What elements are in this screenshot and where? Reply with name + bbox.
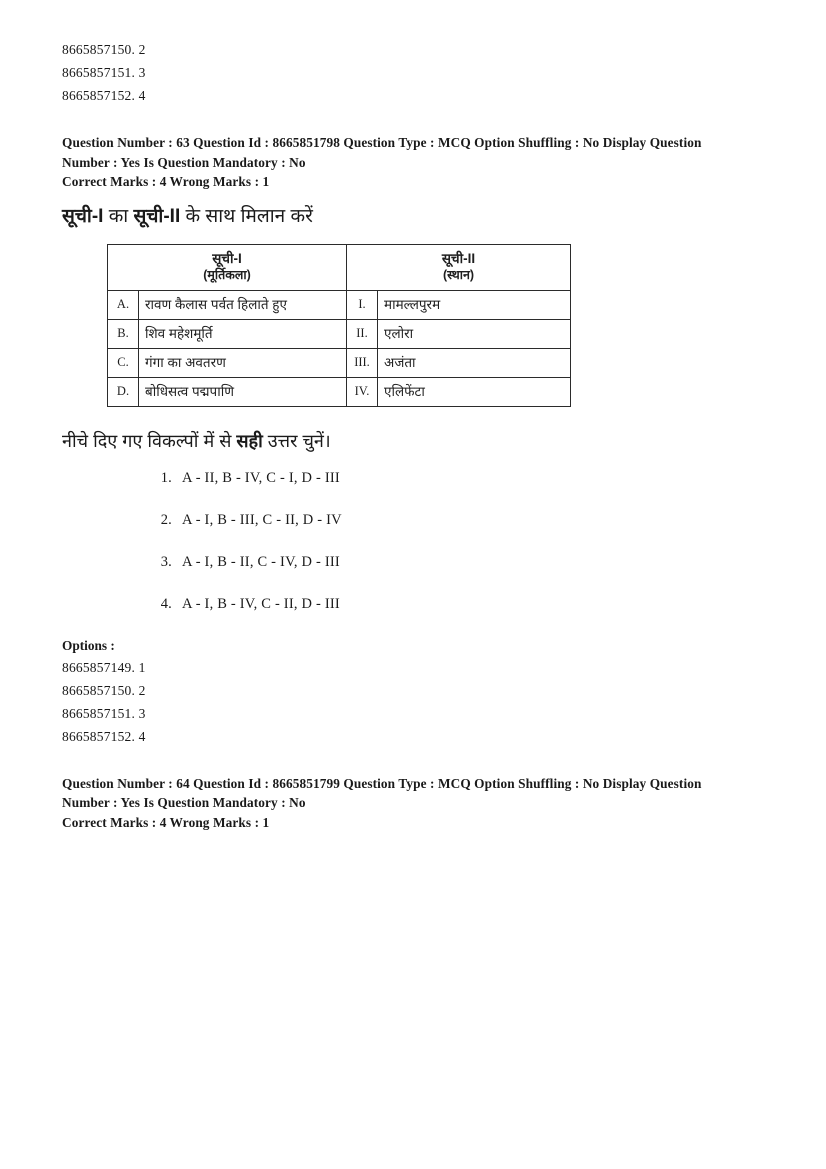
table-row <box>108 290 571 319</box>
question-63-prompt-bold-list-2: सूची-II <box>133 205 181 227</box>
choice-3-number: 3. <box>160 553 172 570</box>
header-right-subtitle: (स्थान) <box>442 267 475 282</box>
match-table-body <box>108 290 571 406</box>
option-id-line: 8665857150. 2 <box>62 682 146 698</box>
header-left-title: सूची-I <box>212 250 242 266</box>
table-row <box>108 377 571 406</box>
option-id-line: 8665857152. 4 <box>62 88 146 103</box>
options-label: Options : <box>62 637 115 653</box>
row-right-label: III. <box>347 348 378 377</box>
choice-1-number: 1. <box>160 469 172 486</box>
choice-3[interactable] <box>82 552 768 573</box>
page-content <box>62 38 768 832</box>
row-left-label: B. <box>108 319 139 348</box>
question-63-prompt-mid: का <box>103 205 134 227</box>
header-left-subtitle: (मूर्तिकला) <box>203 267 251 282</box>
previous-question-option-ids <box>62 38 768 107</box>
question-63-choices <box>82 468 768 615</box>
row-right-label: II. <box>347 319 378 348</box>
row-right-text: एलोरा <box>378 319 571 348</box>
choice-1-text: A - II, B - IV, C - I, D - III <box>182 469 340 486</box>
option-id-line: 8665857151. 3 <box>62 705 146 721</box>
match-table-header-left <box>108 244 347 290</box>
question-63-option-ids <box>62 656 768 748</box>
row-left-text: गंगा का अवतरण <box>139 348 347 377</box>
row-right-label: I. <box>347 290 378 319</box>
option-id-line: 8665857152. 4 <box>62 728 146 744</box>
question-64-meta-line-1: Question Number : 64 Question Id : 8665851799 Question Type : MCQ Option Shuffling : No Display Question <box>62 775 702 791</box>
instruction-pre: नीचे दिए गए विकल्पों में से <box>62 430 237 451</box>
choice-4[interactable] <box>82 594 768 615</box>
row-left-label: C. <box>108 348 139 377</box>
table-row <box>108 348 571 377</box>
match-table <box>107 244 571 407</box>
option-id-line: 8665857149. 1 <box>62 659 146 675</box>
question-63-meta-line-1: Question Number : 63 Question Id : 8665851798 Question Type : MCQ Option Shuffling : No Display Question <box>62 135 702 150</box>
choice-2-text: A - I, B - III, C - II, D - IV <box>182 511 342 528</box>
instruction-post: उत्तर चुनें। <box>262 430 331 451</box>
option-id-line: 8665857150. 2 <box>62 42 146 57</box>
header-right-title: सूची-II <box>441 250 476 266</box>
row-left-text: रावण कैलास पर्वत हिलाते हुए <box>139 290 347 319</box>
choice-4-text: A - I, B - IV, C - II, D - III <box>182 595 340 612</box>
row-right-text: अजंता <box>378 348 571 377</box>
question-block-63 <box>62 133 768 748</box>
spacer <box>62 748 768 774</box>
question-63-meta <box>62 133 762 192</box>
question-63-meta-line-2: Number : Yes Is Question Mandatory : No <box>62 154 306 170</box>
row-left-text: शिव महेशमूर्ति <box>139 319 347 348</box>
spacer <box>62 107 768 133</box>
question-63-prompt-suffix: के साथ मिलान करें <box>180 205 313 227</box>
match-table-head <box>108 244 571 290</box>
question-block-64 <box>62 774 768 833</box>
table-row <box>108 319 571 348</box>
question-63-instruction <box>62 429 768 454</box>
match-table-header-right <box>347 244 571 290</box>
question-64-marks: Correct Marks : 4 Wrong Marks : 1 <box>62 814 270 830</box>
choice-4-number: 4. <box>160 595 172 612</box>
instruction-bold: सही <box>236 430 263 451</box>
match-table-wrapper <box>107 244 768 407</box>
match-table-header-row <box>108 244 571 290</box>
row-right-text: मामल्लपुरम <box>378 290 571 319</box>
row-left-text: बोधिसत्व पद्मपाणि <box>139 377 347 406</box>
choice-2[interactable] <box>82 510 768 531</box>
row-right-label: IV. <box>347 377 378 406</box>
question-63-prompt <box>62 204 768 230</box>
question-63-prompt-bold-list-1: सूची-I <box>62 205 104 227</box>
question-64-meta-line-2: Number : Yes Is Question Mandatory : No <box>62 795 306 810</box>
choice-2-number: 2. <box>160 511 172 528</box>
row-right-text: एलिफेंटा <box>378 377 571 406</box>
row-left-label: D. <box>108 377 139 406</box>
row-left-label: A. <box>108 290 139 319</box>
choice-3-text: A - I, B - II, C - IV, D - III <box>182 553 340 570</box>
question-63-marks: Correct Marks : 4 Wrong Marks : 1 <box>62 174 270 189</box>
question-64-meta <box>62 774 762 833</box>
option-id-line: 8665857151. 3 <box>62 65 146 80</box>
choice-1[interactable] <box>82 468 768 489</box>
